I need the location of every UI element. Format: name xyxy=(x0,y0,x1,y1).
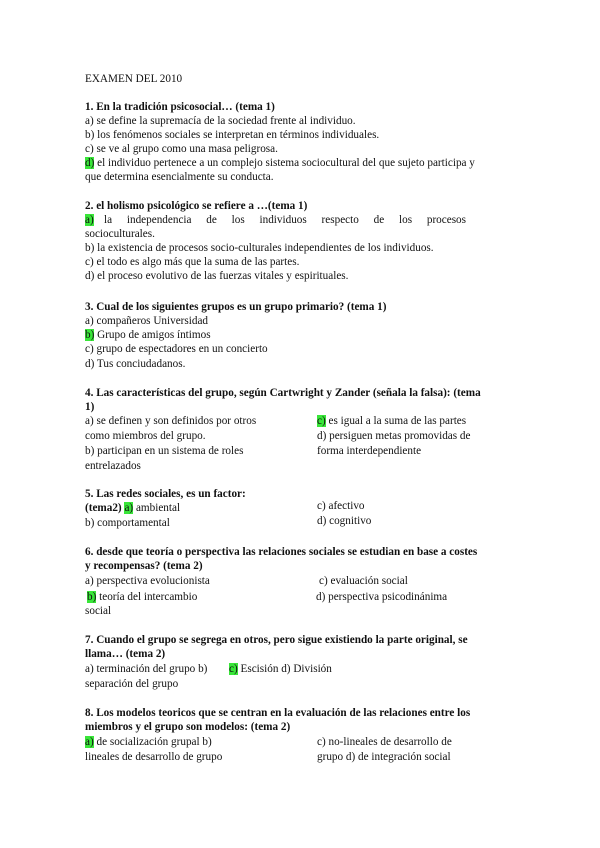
question-5-option-a: (tema2) a) ambiental xyxy=(85,502,181,514)
question-1-option-b: b) los fenómenos sociales se interpretan en términos individuales. xyxy=(85,129,380,141)
question-8-option-d: grupo d) de integración social xyxy=(317,751,451,763)
question-3-text: 3. Cual de los siguientes grupos es un grupo primario? (tema 1) xyxy=(85,301,387,313)
question-6-option-b-cont: social xyxy=(85,605,112,617)
question-7-option-c: c) Escisión d) División xyxy=(229,663,332,675)
question-1-option-d: d) el individuo pertenece a un complejo sistema sociocultural del que sujeto participa y xyxy=(85,157,475,169)
question-2-option-a-cont: socioculturales. xyxy=(85,228,155,240)
question-4-option-d: d) persiguen metas promovidas de xyxy=(317,430,471,442)
question-8-option-c: c) no-lineales de desarrollo de xyxy=(317,736,452,748)
question-5-option-b: b) comportamental xyxy=(85,517,170,529)
answer-highlight: c) xyxy=(317,415,326,427)
question-6-option-d: d) perspectiva psicodinánima xyxy=(316,591,448,603)
question-6-option-a: a) perspectiva evolucionista xyxy=(85,575,210,587)
question-7-text: 7. Cuando el grupo se segrega en otros, pero sigue existiendo la parte original, se xyxy=(85,634,468,646)
question-4-option-b-cont: entrelazados xyxy=(85,460,141,472)
answer-highlight: c) xyxy=(229,663,238,675)
question-5-text: 5. Las redes sociales, es un factor: xyxy=(85,488,246,500)
question-4-text: 4. Las características del grupo, según Cartwright y Zander (señala la falsa): (tema xyxy=(85,387,481,399)
question-7-option-a: a) terminación del grupo b) xyxy=(85,663,208,675)
document-title: EXAMEN DEL 2010 xyxy=(85,73,183,85)
question-3-option-d: d) Tus conciudadanos. xyxy=(85,358,186,370)
question-1-option-c: c) se ve al grupo como una masa peligrosa. xyxy=(85,143,278,155)
question-2-option-a-text: la independencia de los individuos respecto de los procesos xyxy=(104,214,466,226)
question-4-text-cont: 1) xyxy=(85,401,95,413)
question-4-option-a-cont: como miembros del grupo. xyxy=(85,430,206,442)
question-7-option-b-cont: separación del grupo xyxy=(85,678,179,690)
question-3-option-c: c) grupo de espectadores en un concierto xyxy=(85,343,268,355)
question-4-option-b: b) participan en un sistema de roles xyxy=(85,445,244,457)
question-4-option-c: c) es igual a la suma de las partes xyxy=(317,415,467,427)
question-6-text-cont: y recompensas? (tema 2) xyxy=(85,560,203,572)
question-2-option-b: b) la existencia de procesos socio-culturales independientes de los individuos. xyxy=(85,242,434,254)
question-6-option-c: c) evaluación social xyxy=(319,575,408,587)
question-1-option-d-cont: que determina esencialmente su conducta. xyxy=(85,171,274,183)
question-4-option-a: a) se definen y son definidos por otros xyxy=(85,415,257,427)
question-6-option-b: b) teoría del intercambio xyxy=(87,591,198,603)
question-7-text-cont: llama… (tema 2) xyxy=(85,648,166,660)
answer-highlight: d) xyxy=(85,157,95,169)
question-8-text: 8. Los modelos teoricos que se centran en la evaluación de las relaciones entre los xyxy=(85,707,471,719)
question-2-option-c: c) el todo es algo más que la suma de las partes. xyxy=(85,256,300,268)
answer-highlight: b) xyxy=(85,329,95,341)
question-3-option-b: b) Grupo de amigos íntimos xyxy=(85,329,211,341)
question-8-text-cont: miembros y el grupo son modelos: (tema 2) xyxy=(85,721,291,733)
question-2-option-d: d) el proceso evolutivo de las fuerzas vitales y espirituales. xyxy=(85,270,349,282)
answer-highlight: a) xyxy=(85,736,94,748)
question-4-option-d-cont: forma interdependiente xyxy=(317,445,422,457)
question-1-text: 1. En la tradición psicosocial… (tema 1) xyxy=(85,101,275,113)
question-3-option-a: a) compañeros Universidad xyxy=(85,315,209,327)
answer-highlight: b) xyxy=(87,591,97,603)
question-5-option-d: d) cognitivo xyxy=(317,515,372,527)
question-5-option-c: c) afectivo xyxy=(317,500,365,512)
answer-highlight: a) xyxy=(85,214,94,226)
question-6-text: 6. desde que teoría o perspectiva las relaciones sociales se estudian en base a costes xyxy=(85,546,478,558)
question-8-option-b-cont: lineales de desarrollo de grupo xyxy=(85,751,223,763)
question-8-option-a: a) de socialización grupal b) xyxy=(85,736,212,748)
question-2-text: 2. el holismo psicológico se refiere a …(tema 1) xyxy=(85,200,308,212)
question-1-option-a: a) se define la supremacía de la sociedad frente al individuo. xyxy=(85,115,356,127)
answer-highlight: a) xyxy=(124,502,134,514)
